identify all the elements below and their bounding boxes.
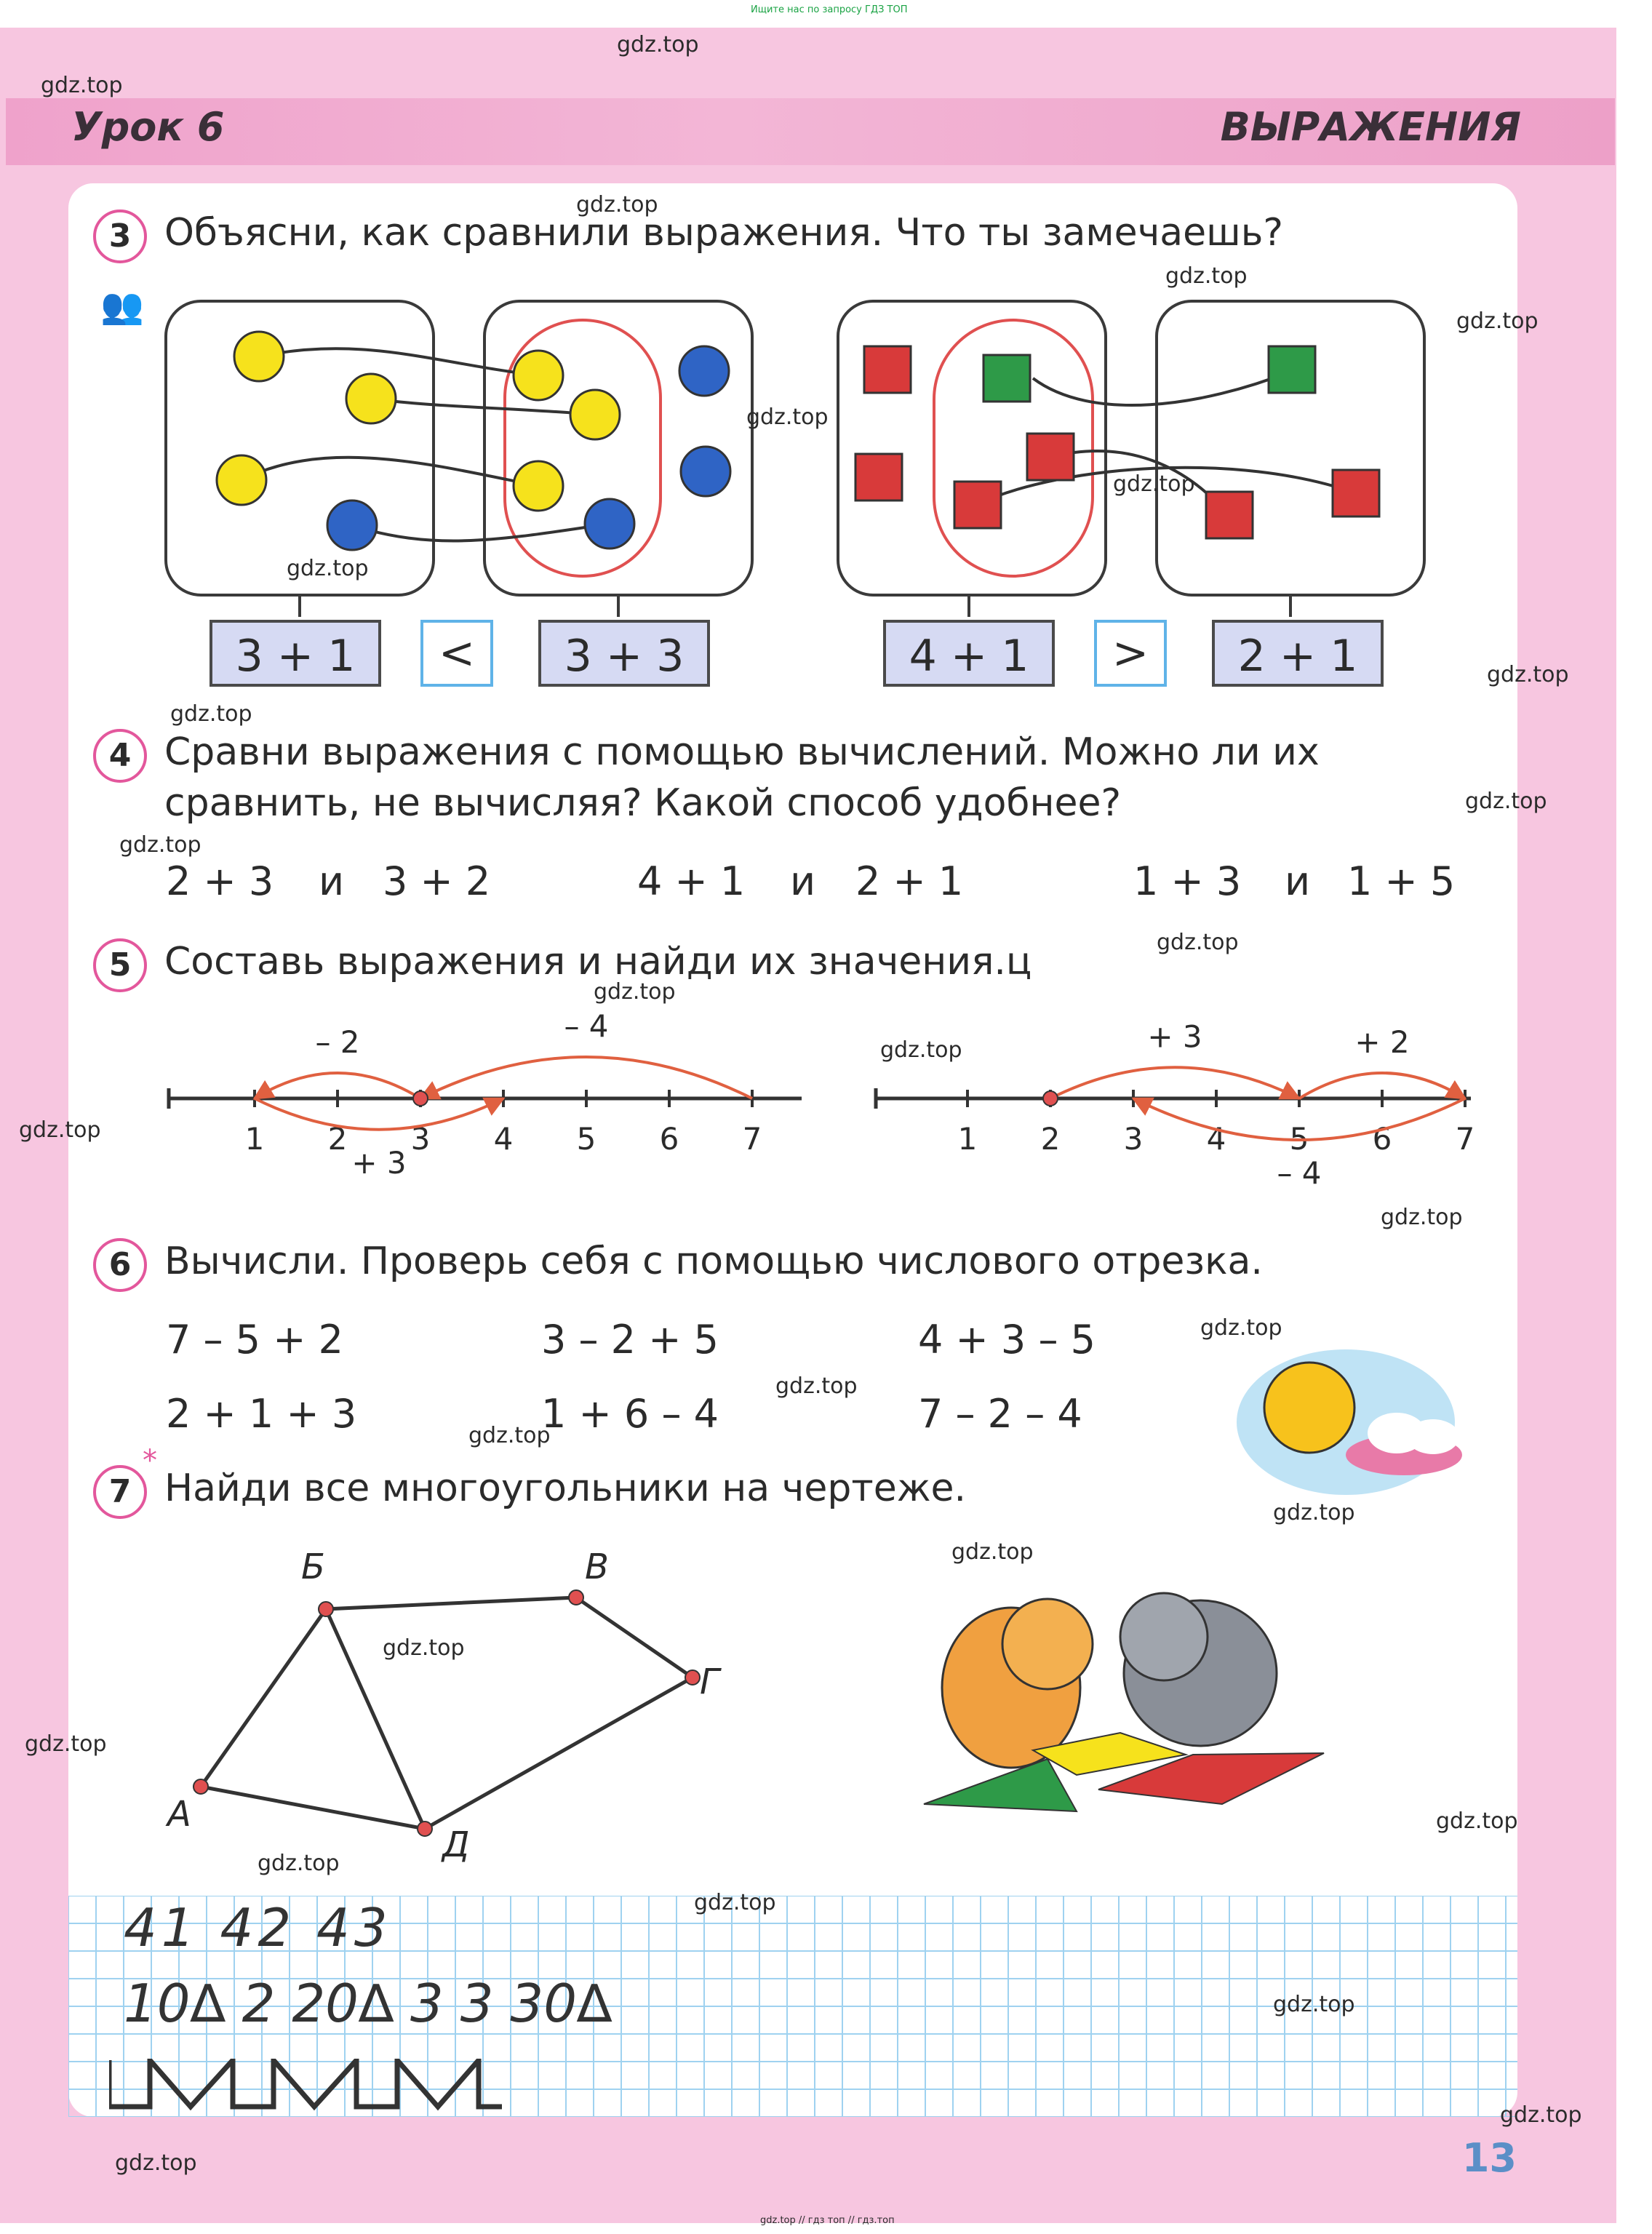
watermark: gdz.top: [576, 192, 658, 218]
footer-banner: gdz.top // гдз топ // гдз.топ: [760, 2215, 895, 2226]
number-line-tick-label: 2: [1040, 1121, 1061, 1157]
number-line-tick-label: 5: [1289, 1121, 1309, 1157]
t4-pair-3-b: 1 + 5: [1347, 858, 1456, 904]
expression-box-right-1: 3 + 3: [538, 620, 710, 687]
watermark: gdz.top: [41, 73, 123, 98]
t4-pair-1-a: 2 + 3: [166, 858, 274, 904]
watermark: gdz.top: [170, 701, 252, 727]
vertex-label-g: Г: [700, 1661, 719, 1702]
task-4-line2: сравнить, не вычисляя? Какой способ удобнее?: [164, 781, 1122, 825]
page-number: 13: [1461, 2135, 1517, 2181]
expression-box-right-2: 2 + 1: [1212, 620, 1384, 687]
task-4-number: 4: [93, 729, 147, 783]
task-6-number: 6: [93, 1238, 147, 1292]
number-line-tick-label: 7: [1455, 1121, 1475, 1157]
watermark: gdz.top: [594, 979, 676, 1005]
vertex-label-v: В: [585, 1547, 609, 1587]
t4-pair-2-b: 2 + 1: [855, 858, 964, 904]
t6-expr: 2 + 1 + 3: [166, 1391, 357, 1437]
number-line-tick-label: 1: [244, 1121, 265, 1157]
t6-expr: 3 – 2 + 5: [541, 1317, 719, 1363]
watermark: gdz.top: [694, 1890, 776, 1915]
task-3-number: 3: [93, 210, 147, 263]
handwriting-row-2: 10∆ 2 20∆ 3 3 30∆: [124, 1973, 612, 2034]
task-4-line1: Сравни выражения с помощью вычислений. Можно ли их: [164, 730, 1320, 774]
number-line-tick-label: 4: [1206, 1121, 1226, 1157]
watermark: gdz.top: [468, 1423, 551, 1448]
number-line-tick-label: 7: [742, 1121, 762, 1157]
watermark: gdz.top: [25, 1731, 107, 1757]
watermark: gdz.top: [1487, 662, 1569, 687]
watermark: gdz.top: [1465, 789, 1547, 814]
t6-expr: 7 – 5 + 2: [166, 1317, 343, 1363]
cat-dog-picture: [902, 1564, 1338, 1840]
expression-box-left-1: 3 + 1: [210, 620, 381, 687]
watermark: gdz.top: [115, 2150, 197, 2176]
vertex-label-b: Б: [301, 1547, 325, 1587]
task-3-text: Объясни, как сравнили выражения. Что ты замечаешь?: [164, 211, 1283, 255]
pair-work-icon: 👥: [100, 286, 144, 327]
vertex-label-d: Д: [442, 1824, 470, 1865]
t4-pair-2-and: и: [790, 858, 816, 904]
jump-label: + 3: [351, 1144, 407, 1181]
zigzag-pattern: [109, 2059, 502, 2113]
t6-expr: 7 – 2 – 4: [918, 1391, 1082, 1437]
task-7-text: Найди все многоугольники на чертеже.: [164, 1467, 967, 1510]
jump-label: – 2: [315, 1024, 360, 1060]
task-7-number: 7: [93, 1465, 147, 1519]
star-mark: *: [143, 1444, 157, 1477]
watermark: gdz.top: [1500, 2102, 1582, 2128]
task-5-text: Составь выражения и найди их значения.ц: [164, 940, 1032, 984]
watermark: gdz.top: [383, 1635, 465, 1661]
number-line-tick-label: 3: [410, 1121, 431, 1157]
t4-pair-3-a: 1 + 3: [1133, 858, 1242, 904]
task-5-number: 5: [93, 938, 147, 992]
jump-label: – 4: [564, 1008, 609, 1044]
number-line-tick-label: 4: [493, 1121, 514, 1157]
number-line-tick-label: 1: [957, 1121, 978, 1157]
top-banner: Ищите нас по запросу ГДЗ ТОП: [751, 4, 908, 15]
watermark: gdz.top: [287, 556, 369, 581]
watermark: gdz.top: [746, 404, 829, 430]
t4-pair-2-a: 4 + 1: [637, 858, 746, 904]
t4-pair-1-b: 3 + 2: [383, 858, 491, 904]
expression-box-left-2: 4 + 1: [883, 620, 1055, 687]
watermark: gdz.top: [880, 1037, 962, 1063]
watermark: gdz.top: [1165, 263, 1248, 289]
watermark: gdz.top: [1157, 930, 1239, 955]
jump-label: – 4: [1277, 1155, 1322, 1191]
t4-pair-3-and: и: [1285, 858, 1311, 904]
jump-label: + 3: [1147, 1018, 1202, 1055]
watermark: gdz.top: [119, 832, 201, 858]
watermark: gdz.top: [258, 1851, 340, 1876]
number-line-tick-label: 6: [1372, 1121, 1392, 1157]
task-6-text: Вычисли. Проверь себя с помощью числового отрезка.: [164, 1240, 1263, 1283]
topic-title: ВЫРАЖЕНИЯ: [1220, 104, 1521, 150]
watermark: gdz.top: [1456, 308, 1539, 334]
watermark: gdz.top: [1273, 1992, 1355, 2017]
watermark: gdz.top: [617, 32, 699, 57]
handwriting-row-1: 41 42 43: [124, 1897, 392, 1958]
number-line-tick-label: 2: [327, 1121, 348, 1157]
watermark: gdz.top: [1200, 1315, 1282, 1341]
watermark: gdz.top: [775, 1373, 858, 1399]
watermark: gdz.top: [1273, 1500, 1355, 1525]
number-line-tick-label: 5: [576, 1121, 596, 1157]
watermark: gdz.top: [951, 1539, 1034, 1565]
watermark: gdz.top: [1381, 1205, 1463, 1230]
watermark: gdz.top: [19, 1117, 101, 1143]
watermark: gdz.top: [1113, 471, 1195, 497]
t6-expr: 1 + 6 – 4: [541, 1391, 719, 1437]
comparison-sign-2: >: [1094, 620, 1167, 687]
number-line-tick-label: 3: [1123, 1121, 1144, 1157]
comparison-sign-1: <: [420, 620, 493, 687]
lesson-title: Урок 6: [71, 104, 225, 150]
watermark: gdz.top: [1436, 1808, 1518, 1834]
number-line-tick-label: 6: [659, 1121, 679, 1157]
t4-pair-1-and: и: [319, 858, 345, 904]
jump-label: + 2: [1354, 1024, 1410, 1060]
t6-expr: 4 + 3 – 5: [918, 1317, 1096, 1363]
vertex-label-a: А: [167, 1794, 191, 1835]
